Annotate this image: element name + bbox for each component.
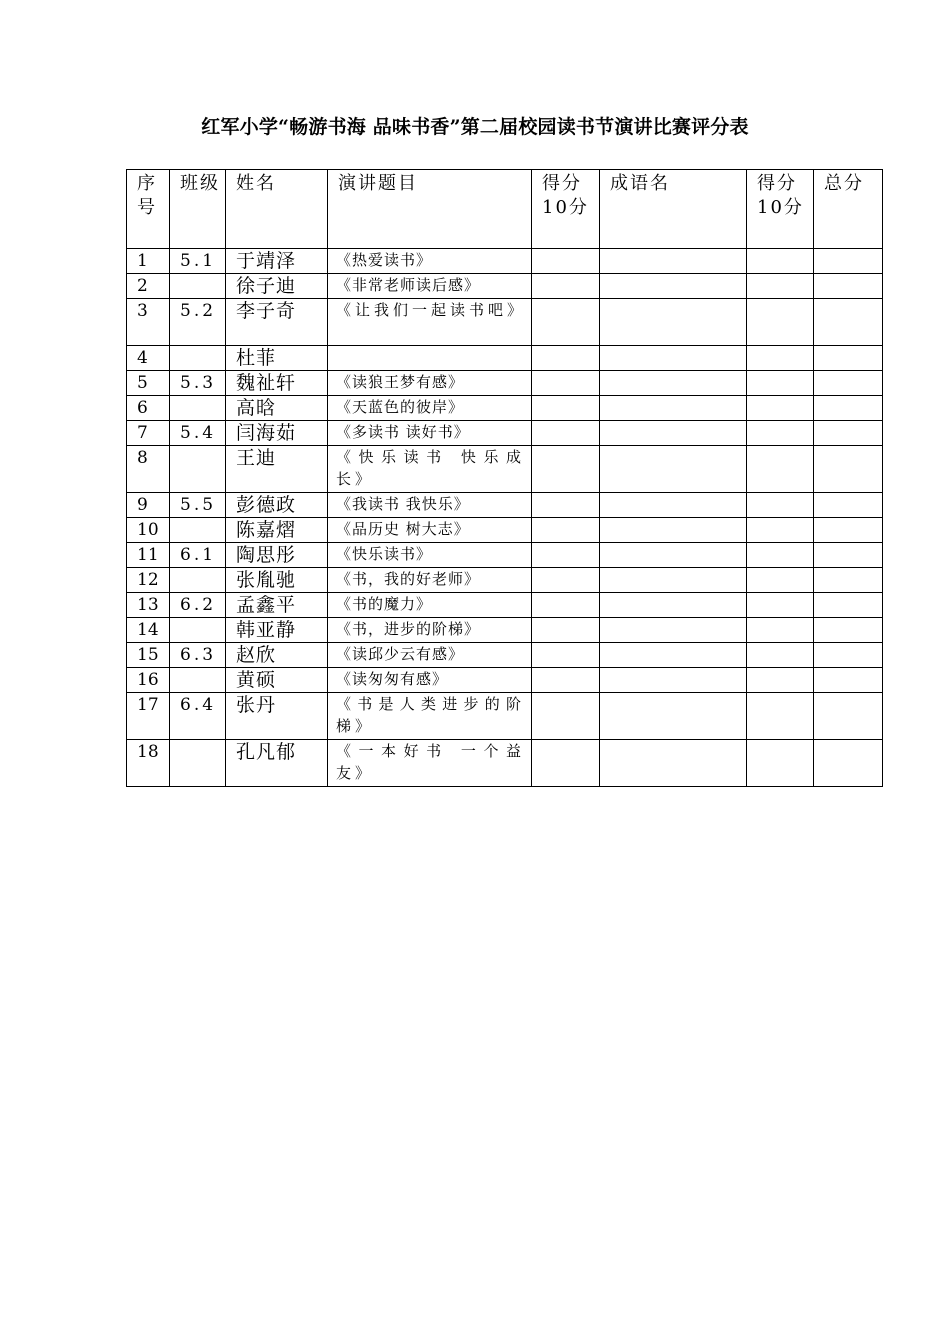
seq-cell: 9 [127,493,170,518]
topic-cell: 《书的魔力》 [328,593,532,618]
name-cell: 赵欣 [226,643,328,668]
name-cell: 高晗 [226,396,328,421]
topic-cell: 《书，进步的阶梯》 [328,618,532,643]
total-cell [814,593,883,618]
score-1-cell [532,568,600,593]
total-cell [814,493,883,518]
total-cell [814,396,883,421]
idiom-cell [600,299,747,346]
class-cell [170,274,226,299]
document-title: 红军小学“畅游书海 品味书香”第二届校园读书节演讲比赛评分表 [201,116,749,138]
total-cell [814,668,883,693]
score-1-cell [532,493,600,518]
score-2-cell [747,421,814,446]
seq-cell: 4 [127,346,170,371]
score-2-cell [747,568,814,593]
idiom-cell [600,518,747,543]
score-2-cell [747,618,814,643]
total-cell [814,299,883,346]
name-cell: 孟鑫平 [226,593,328,618]
idiom-cell [600,593,747,618]
class-cell [170,346,226,371]
name-cell: 黄硕 [226,668,328,693]
topic-cell: 《一本好书 一个益友》 [328,740,532,787]
topic-cell: 《热爱读书》 [328,249,532,274]
table-row [127,346,883,371]
name-cell: 闫海茹 [226,421,328,446]
header-idiom: 成语名 [600,170,747,249]
score-1-cell [532,249,600,274]
seq-cell: 1 [127,249,170,274]
header-class: 班级 [170,170,226,249]
score-2-cell [747,643,814,668]
name-cell: 孔凡郁 [226,740,328,787]
name-cell: 王迪 [226,446,328,493]
seq-cell: 15 [127,643,170,668]
topic-cell: 《非常老师读后感》 [328,274,532,299]
table-row [127,568,883,593]
total-cell [814,518,883,543]
class-cell [170,518,226,543]
idiom-cell [600,740,747,787]
score-2-cell [747,693,814,740]
score-2-cell [747,249,814,274]
table-row [127,668,883,693]
score-2-cell [747,543,814,568]
score-1-cell [532,446,600,493]
topic-cell: 《快乐读书》 [328,543,532,568]
score-1-cell [532,593,600,618]
seq-cell: 8 [127,446,170,493]
topic-cell: 《天蓝色的彼岸》 [328,396,532,421]
total-cell [814,643,883,668]
idiom-cell [600,274,747,299]
table-row [127,693,883,740]
class-cell [170,446,226,493]
name-cell: 彭德政 [226,493,328,518]
idiom-cell [600,693,747,740]
table-row [127,740,883,787]
class-cell: 5.3 [170,371,226,396]
name-cell: 韩亚静 [226,618,328,643]
table-row [127,518,883,543]
score-1-cell [532,346,600,371]
class-cell [170,668,226,693]
total-cell [814,371,883,396]
table-row [127,249,883,274]
score-2-cell [747,593,814,618]
score-1-cell [532,371,600,396]
seq-cell: 2 [127,274,170,299]
score-1-cell [532,274,600,299]
seq-cell: 6 [127,396,170,421]
seq-cell: 13 [127,593,170,618]
score-1-cell [532,693,600,740]
score-2-cell [747,274,814,299]
name-cell: 张丹 [226,693,328,740]
seq-cell: 17 [127,693,170,740]
total-cell [814,618,883,643]
total-cell [814,421,883,446]
score-2-cell [747,518,814,543]
name-cell: 杜菲 [226,346,328,371]
total-cell [814,543,883,568]
header-name: 姓名 [226,170,328,249]
class-cell: 5.4 [170,421,226,446]
idiom-cell [600,346,747,371]
header-seq: 序号 [127,170,170,249]
idiom-cell [600,643,747,668]
seq-cell: 16 [127,668,170,693]
idiom-cell [600,446,747,493]
class-cell: 5.5 [170,493,226,518]
topic-cell: 《多读书 读好书》 [328,421,532,446]
score-1-cell [532,421,600,446]
topic-cell: 《我读书 我快乐》 [328,493,532,518]
table-row [127,421,883,446]
table-header-row [127,170,883,249]
header-total: 总分 [814,170,883,249]
total-cell [814,249,883,274]
seq-cell: 10 [127,518,170,543]
table-row [127,643,883,668]
header-topic: 演讲题目 [328,170,532,249]
topic-cell: 《书，我的好老师》 [328,568,532,593]
total-cell [814,568,883,593]
name-cell: 徐子迪 [226,274,328,299]
score-1-cell [532,618,600,643]
idiom-cell [600,371,747,396]
seq-cell: 14 [127,618,170,643]
name-cell: 陈嘉熠 [226,518,328,543]
topic-cell: 《让我们一起读书吧》 [328,299,532,346]
score-1-cell [532,643,600,668]
class-cell: 5.2 [170,299,226,346]
score-2-cell [747,346,814,371]
name-cell: 张胤驰 [226,568,328,593]
score-2-cell [747,446,814,493]
table-row [127,543,883,568]
score-2-cell [747,493,814,518]
table-row [127,274,883,299]
table-row [127,618,883,643]
class-cell [170,568,226,593]
table-row [127,446,883,493]
topic-cell: 《品历史 树大志》 [328,518,532,543]
name-cell: 于靖泽 [226,249,328,274]
idiom-cell [600,396,747,421]
class-cell [170,740,226,787]
table-row [127,371,883,396]
total-cell [814,740,883,787]
name-cell: 陶思彤 [226,543,328,568]
score-2-cell [747,396,814,421]
score-table [126,169,883,787]
idiom-cell [600,543,747,568]
class-cell [170,396,226,421]
idiom-cell [600,493,747,518]
score-2-cell [747,740,814,787]
score-1-cell [532,518,600,543]
class-cell: 6.3 [170,643,226,668]
name-cell: 魏祉轩 [226,371,328,396]
topic-cell: 《读匆匆有感》 [328,668,532,693]
class-cell: 6.4 [170,693,226,740]
topic-cell: 《书是人类进步的阶梯》 [328,693,532,740]
seq-cell: 7 [127,421,170,446]
seq-cell: 5 [127,371,170,396]
class-cell: 6.1 [170,543,226,568]
topic-cell: 《快乐读书 快乐成长》 [328,446,532,493]
idiom-cell [600,568,747,593]
name-cell: 李子奇 [226,299,328,346]
score-2-cell [747,371,814,396]
idiom-cell [600,668,747,693]
table-row [127,593,883,618]
seq-cell: 12 [127,568,170,593]
table-row [127,396,883,421]
seq-cell: 3 [127,299,170,346]
score-1-cell [532,396,600,421]
total-cell [814,346,883,371]
score-2-cell [747,299,814,346]
seq-cell: 11 [127,543,170,568]
score-1-cell [532,668,600,693]
idiom-cell [600,249,747,274]
topic-cell: 《读狼王梦有感》 [328,371,532,396]
table-row [127,299,883,346]
total-cell [814,446,883,493]
total-cell [814,693,883,740]
class-cell [170,618,226,643]
score-1-cell [532,543,600,568]
table-body [127,249,883,787]
score-1-cell [532,299,600,346]
table-row [127,493,883,518]
topic-cell [328,346,532,371]
class-cell: 6.2 [170,593,226,618]
score-1-cell [532,740,600,787]
topic-cell: 《读邱少云有感》 [328,643,532,668]
seq-cell: 18 [127,740,170,787]
score-2-cell [747,668,814,693]
idiom-cell [600,618,747,643]
idiom-cell [600,421,747,446]
class-cell: 5.1 [170,249,226,274]
total-cell [814,274,883,299]
header-score-1: 得分10分 [532,170,600,249]
header-score-2: 得分10分 [747,170,814,249]
